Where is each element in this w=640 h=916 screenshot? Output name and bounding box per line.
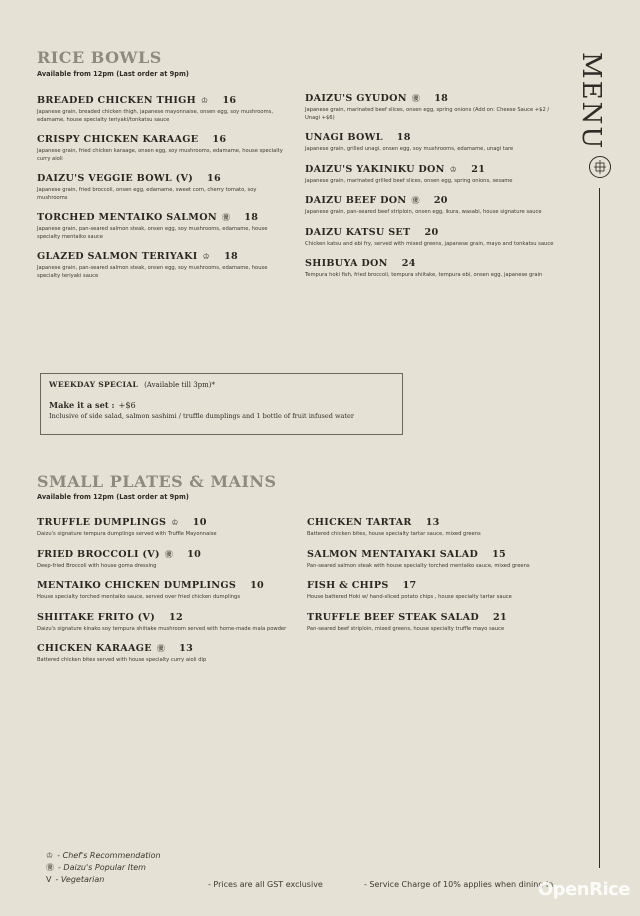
item-description: Japanese grain, marinated grilled beef slices, onsen egg, spring onions, sesame [305,177,513,184]
menu-item [37,251,292,280]
menu-item [37,549,292,571]
menu-item [37,212,292,241]
item-name: CHICKEN KARAAGE [37,643,152,654]
item-description: Battered chicken bites, house specialty tartar sauce, mixed greens [307,531,481,537]
menu-item [37,643,292,665]
menu-item [37,173,292,202]
item-price: 15 [492,548,507,560]
item-description: Tempura hoki fish, fried broccoli, tempura shiitake, tempura ebi, onsen egg, japanese grain [305,272,543,278]
item-price: 10 [192,517,207,528]
menu-vertical-title: MENU [576,52,606,151]
item-price: 18 [396,132,411,143]
chef-recommendation-icon: ♔ [202,252,211,261]
item-name: TRUFFLE DUMPLINGS [37,517,167,528]
item-name: MENTAIKO CHICKEN DUMPLINGS [37,580,237,591]
set-price: +$6 [118,400,136,410]
menu-item [37,517,292,539]
item-price: 21 [471,163,486,175]
menu-item [37,95,292,124]
menu-item [37,612,292,634]
item-description: Japanese grain, pan-seared beef striploin, onsen egg, ikura, wasabi, house signature sauce [305,209,542,215]
item-name: FISH & CHIPS [307,580,389,591]
chef-recommendation-icon: ♔ [46,851,54,860]
vertical-divider [599,188,600,868]
item-price: 18 [244,212,259,223]
item-name: SHIITAKE FRITO (V) [37,611,156,623]
item-name: CHICKEN TARTAR [307,517,412,528]
legend-item: ♔ - Chef's Recommendation [46,851,161,860]
item-name: DAIZU KATSU SET [305,226,411,238]
chef-recommendation-icon: ♔ [449,164,458,174]
menu-item [37,580,292,602]
item-name: TRUFFLE BEEF STEAK SALAD [307,611,479,623]
weekday-special-title: WEEKDAY SPECIAL [49,380,139,389]
item-name: GLAZED SALMON TERIYAKI [37,251,198,262]
item-price: 20 [433,195,448,206]
item-price: 16 [207,173,221,184]
item-description: Japanese grain, breaded chicken thigh, japanese mayonnaise, onsen egg, soy mushrooms, edamame, house specialty teriyaki/tonkatsu sauce [37,109,274,123]
item-name: TORCHED MENTAIKO SALMON [37,212,217,223]
item-description: Japanese grain, fried broccoli, onsen egg, edamame, sweet corn, cherry tomato, soy mushrooms [37,187,257,201]
rice-bowls-availability: Available from 12pm (Last order at 9pm) [37,70,189,78]
menu-item [305,164,575,186]
legend-item: ㊝ - Daizu's Popular Item [46,863,146,872]
logo-emblem-icon [589,156,611,178]
item-price: 10 [250,580,265,591]
item-name: FRIED BROCCOLI (V) [37,548,160,560]
rice-bowls-title: RICE BOWLS [37,48,162,67]
item-description: Daizu's signature tempura dumplings served with Truffle Mayonnaise [37,531,217,537]
item-price: 16 [212,134,227,145]
small-plates-title: SMALL PLATES & MAINS [37,472,277,491]
rice-bowls-left-column [37,95,292,290]
item-name: DAIZU'S VEGGIE BOWL (V) [37,173,194,184]
menu-item [305,258,575,280]
item-price: 24 [401,258,416,269]
menu-item [307,612,577,634]
item-name: SALMON MENTAIYAKI SALAD [307,548,479,560]
item-price: 12 [169,611,183,623]
item-description: Pan-seared beef striploin, mixed greens, house specialty truffle mayo sauce [307,625,505,632]
weekday-special-availability: (Available till 3pm)* [144,381,216,389]
item-name: DAIZU'S YAKINIKU DON [305,163,445,175]
menu-item [307,517,577,539]
item-price: 16 [222,95,237,106]
item-description: Deep-fried Broccoli with house goma dressing [37,562,157,569]
item-name: UNAGI BOWL [305,132,383,143]
popular-item-icon: ㊝ [156,644,166,653]
item-price: 18 [434,93,449,104]
gst-note: - Prices are all GST exclusive [208,880,323,889]
item-name: SHIBUYA DON [305,258,388,269]
weekday-special-box [40,373,403,435]
popular-item-icon: ㊝ [411,196,420,205]
service-charge-note: - Service Charge of 10% applies when dining in [364,880,554,889]
item-description: Japanese grain, marinated beef slices, onsen egg, spring onions (Add on: Cheese Sauce +$2 / Unagi +$6) [305,107,550,121]
menu-item [305,227,575,249]
openrice-watermark: OpenRice [537,879,630,900]
item-price: 13 [425,517,440,528]
small-plates-right-column [307,517,577,643]
item-price: 10 [187,548,202,560]
item-description: Pan-seared salmon steak with house specialty torched mentaiko sauce, mixed greens [307,562,530,569]
item-description: Daizu's signature kinako soy tempura shiitake mushroom served with home-made mala powder [37,625,287,632]
item-name: DAIZU'S GYUDON [305,93,407,104]
legend-item: V - Vegetarian [46,875,105,884]
item-description: Japanese grain, grilled unagi, onsen egg, soy mushrooms, edamame, unagi tare [305,146,514,152]
popular-item-icon: ㊝ [221,213,231,222]
item-name: DAIZU BEEF DON [305,195,407,206]
menu-side-label [576,48,616,868]
item-description: House battered Hoki w/ hand-sliced potato chips , house specialty tartar sauce [307,594,512,600]
item-price: 18 [224,251,239,262]
chef-recommendation-icon: ♔ [171,518,179,527]
item-name: BREADED CHICKEN THIGH [37,95,196,106]
item-description: Battered chicken bites served with house specialty curry aioli dip [37,657,207,663]
item-price: 21 [492,611,507,623]
menu-item [307,580,577,602]
item-price: 13 [179,643,194,654]
menu-item [305,132,575,154]
menu-item [305,93,575,122]
small-plates-availability: Available from 12pm (Last order at 9pm) [37,493,189,501]
chef-recommendation-icon: ♔ [200,96,209,105]
item-description: House specialty torched mentaiko sauce, served over fried chicken dumplings [37,594,241,600]
item-name: CRISPY CHICKEN KARAAGE [37,134,199,145]
popular-item-icon: ㊝ [46,863,54,872]
vegetarian-symbol: V [46,875,52,884]
item-description: Chicken katsu and ebi fry, served with mixed greens, japanese grain, mayo and tonkatsu sauce [305,240,554,247]
item-description: Japanese grain, pan-seared salmon steak, onsen egg, soy mushrooms, edamame, house specialty mentaiko sauce [37,226,268,240]
item-price: 20 [424,226,439,238]
item-description: Japanese grain, fried chicken karaage, onsen egg, soy mushrooms, edamame, house specialty curry aioli [37,148,283,162]
item-price: 17 [402,580,417,591]
small-plates-left-column [37,517,292,675]
popular-item-icon: ㊝ [164,549,174,559]
set-label: Make it a set : [49,400,115,410]
menu-item [305,195,575,217]
menu-item [37,134,292,163]
legend [46,850,161,886]
menu-item [307,549,577,571]
popular-item-icon: ㊝ [411,94,421,103]
set-details: Inclusive of side salad, salmon sashimi / truffle dumplings and 1 bottle of fruit infused water [49,412,354,420]
rice-bowls-right-column [305,93,575,290]
item-description: Japanese grain, pan-seared salmon steak, onsen egg, soy mushrooms, edamame, house specialty teriyaki sauce [37,265,268,279]
